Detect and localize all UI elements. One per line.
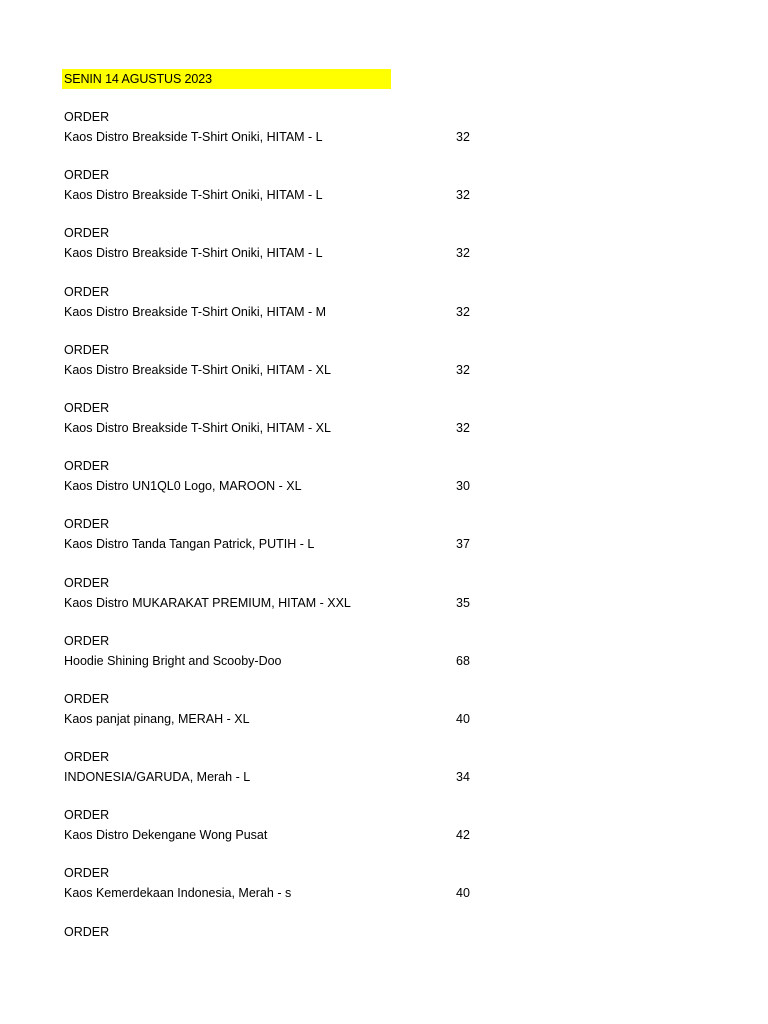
order-entry (64, 863, 524, 921)
order-description: Kaos Distro Breakside T-Shirt Oniki, HITAM - XL (64, 420, 331, 435)
order-quantity: 37 (456, 537, 470, 552)
order-label: ORDER (64, 808, 110, 823)
order-entry (64, 805, 524, 863)
order-description: Hoodie Shining Bright and Scooby-Doo (64, 653, 282, 668)
order-entry (64, 223, 524, 281)
order-entry (64, 573, 524, 631)
order-quantity: 42 (456, 828, 470, 843)
order-description: Kaos Distro Dekengane Wong Pusat (64, 828, 268, 843)
order-description: Kaos Distro UN1QL0 Logo, MAROON - XL (64, 479, 302, 494)
order-label: ORDER (64, 691, 110, 706)
order-quantity: 35 (456, 595, 470, 610)
order-label: ORDER (64, 110, 110, 124)
order-label: ORDER (64, 517, 110, 532)
order-entry (64, 282, 524, 340)
order-label: ORDER (64, 226, 110, 241)
order-quantity: 32 (456, 246, 470, 261)
order-description: INDONESIA/GARUDA, Merah - L (64, 770, 251, 785)
order-entry (64, 514, 524, 572)
order-quantity: 32 (456, 188, 470, 203)
order-description: Kaos Kemerdekaan Indonesia, Merah - s (64, 886, 292, 901)
order-entry (64, 456, 524, 514)
order-quantity: 40 (456, 711, 470, 726)
order-entry (64, 922, 524, 980)
order-description: Kaos Distro Breakside T-Shirt Oniki, HITAM - L (64, 246, 323, 261)
order-entry (64, 340, 524, 398)
date-header: SENIN 14 AGUSTUS 2023 (62, 69, 391, 89)
order-description: Kaos panjat pinang, MERAH - XL (64, 711, 250, 726)
order-quantity: 32 (456, 420, 470, 435)
order-quantity: 32 (456, 362, 470, 377)
order-label: ORDER (64, 400, 110, 415)
order-label: ORDER (64, 575, 110, 590)
order-label: ORDER (64, 750, 110, 765)
order-label: ORDER (64, 284, 110, 299)
order-entry (64, 398, 524, 456)
order-label: ORDER (64, 633, 110, 648)
order-description: Kaos Distro Breakside T-Shirt Oniki, HITAM - L (64, 188, 323, 203)
order-quantity: 34 (456, 770, 470, 785)
order-entry (64, 747, 524, 805)
order-quantity: 40 (456, 886, 470, 901)
order-label: ORDER (64, 459, 110, 474)
order-description: Kaos Distro Breakside T-Shirt Oniki, HITAM - XL (64, 362, 331, 377)
order-quantity: 68 (456, 653, 470, 668)
order-description: Kaos Distro Tanda Tangan Patrick, PUTIH - L (64, 537, 315, 552)
order-entry (64, 689, 524, 747)
order-label: ORDER (64, 866, 110, 881)
order-label: ORDER (64, 342, 110, 357)
order-quantity: 32 (456, 130, 470, 144)
order-description: Kaos Distro Breakside T-Shirt Oniki, HITAM - L (64, 130, 323, 144)
order-label: ORDER (64, 168, 110, 183)
order-entry (64, 107, 524, 165)
order-quantity: 32 (456, 304, 470, 319)
order-entry (64, 165, 524, 223)
order-quantity: 30 (456, 479, 470, 494)
order-entry (64, 631, 524, 689)
order-description: Kaos Distro MUKARAKAT PREMIUM, HITAM - XXL (64, 595, 351, 610)
order-description: Kaos Distro Breakside T-Shirt Oniki, HITAM - M (64, 304, 327, 319)
order-list (64, 107, 524, 980)
order-label: ORDER (64, 924, 110, 939)
